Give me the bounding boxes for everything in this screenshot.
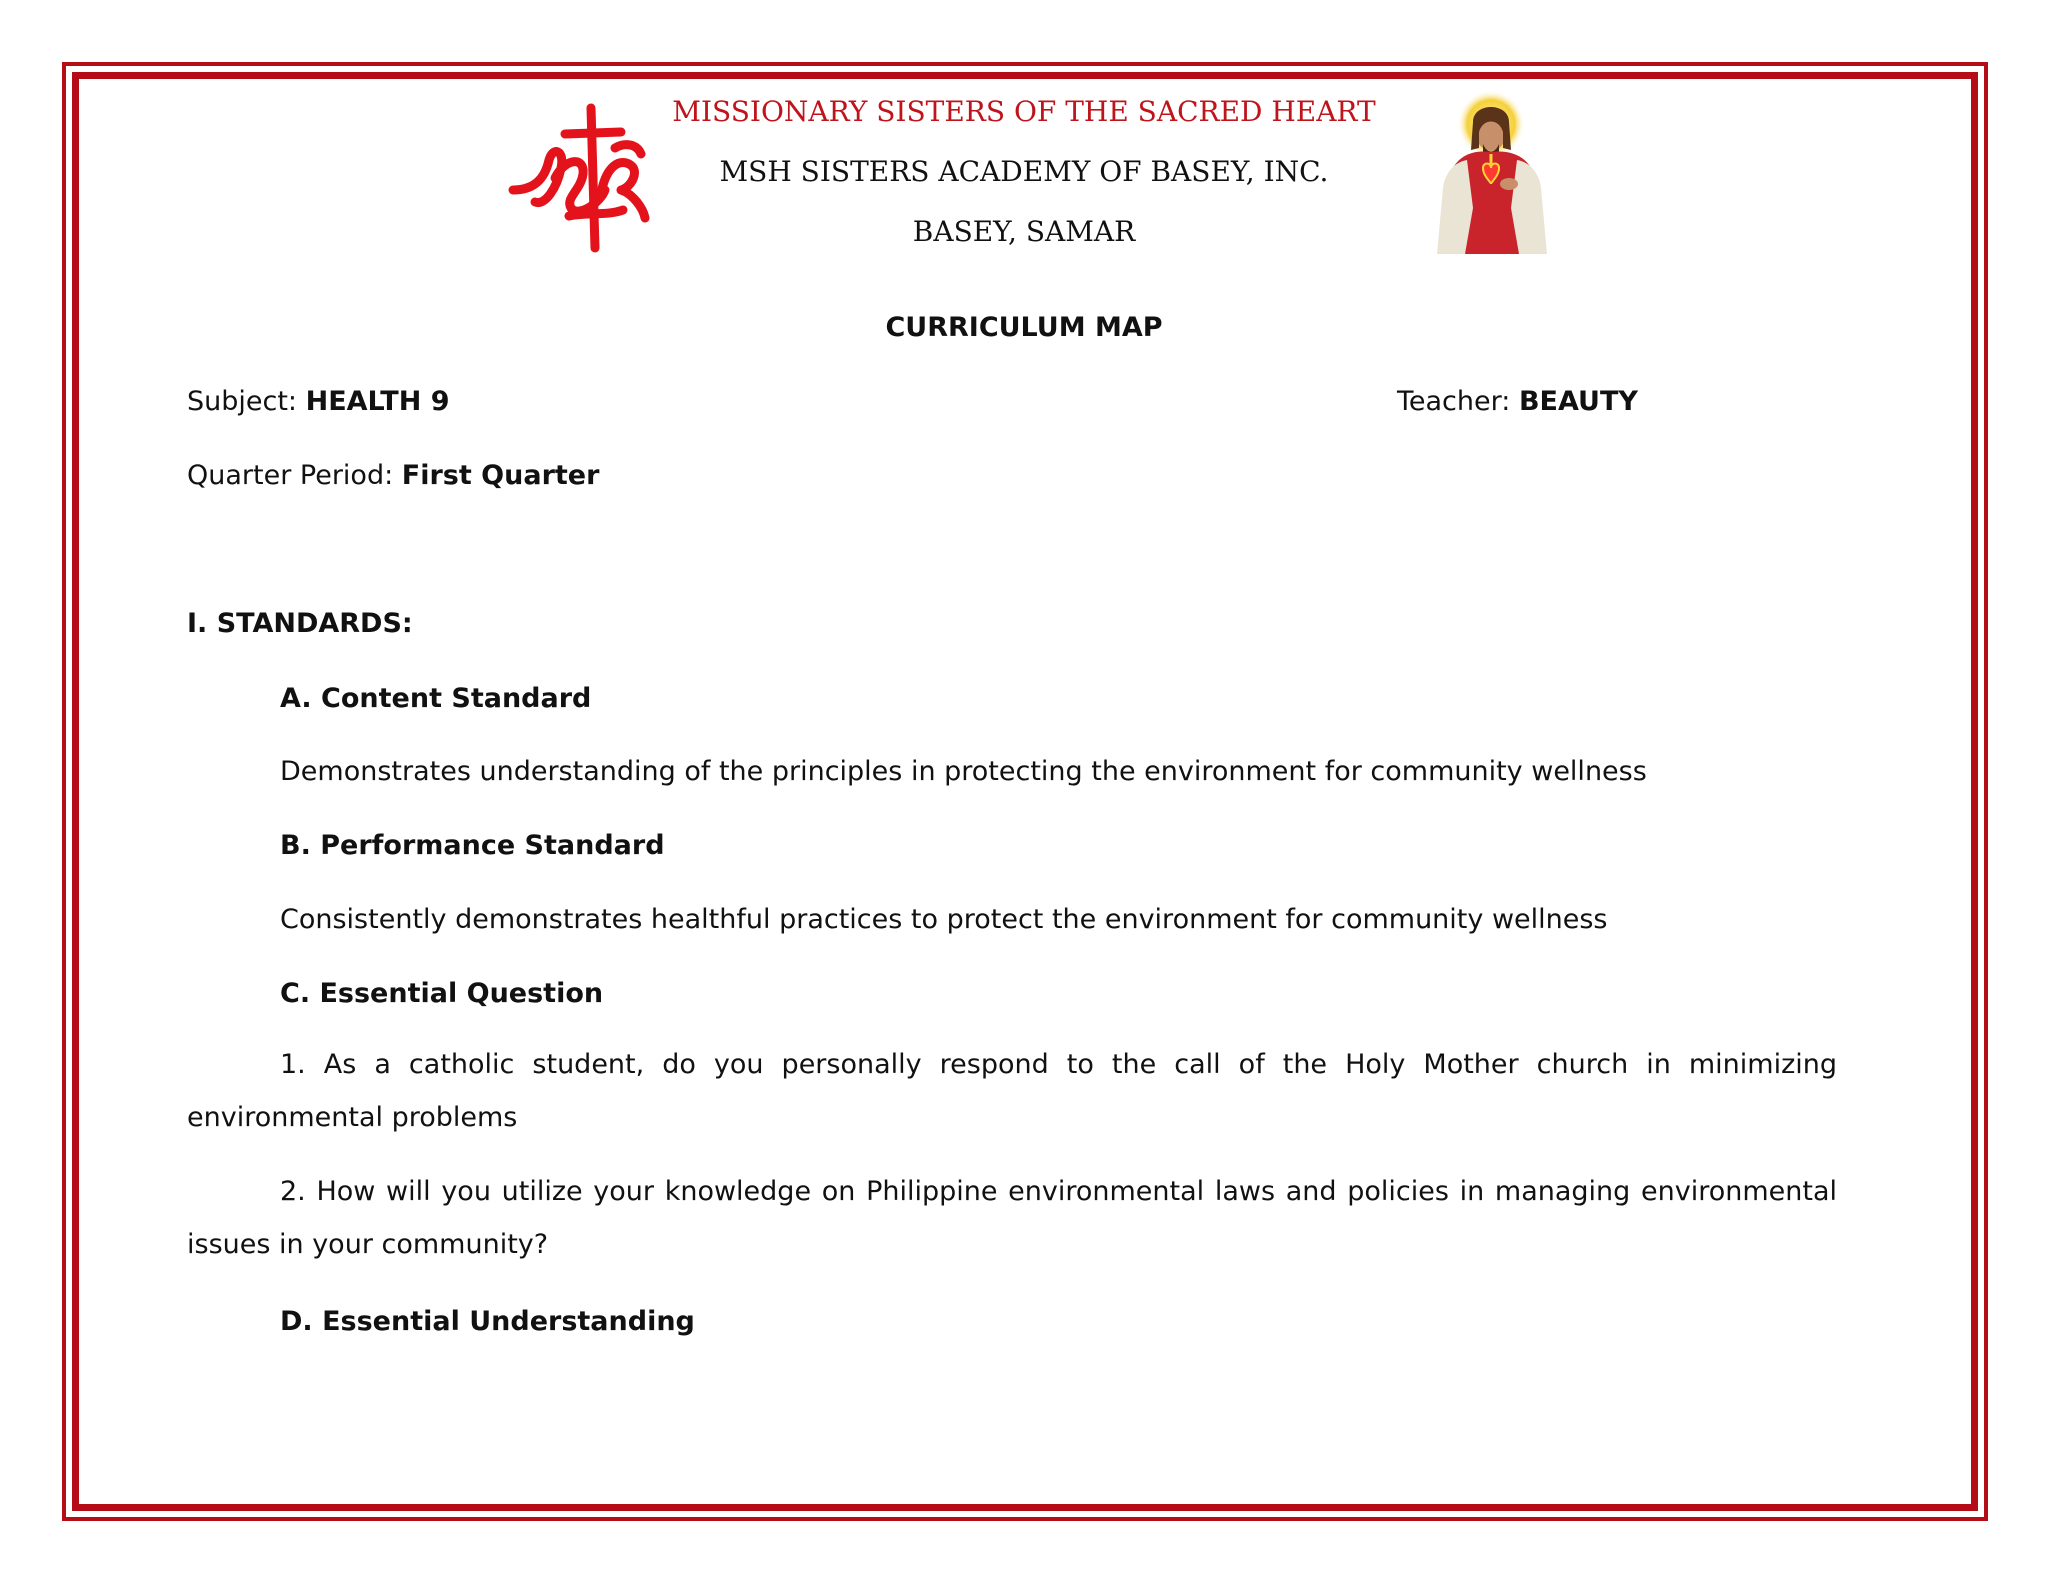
performance-standard-text: Consistently demonstrates healthful practices to protect the environment for community wellness bbox=[280, 904, 1608, 935]
performance-standard-heading: B. Performance Standard bbox=[280, 830, 665, 861]
quarter-label: Quarter Period: bbox=[187, 460, 394, 491]
teacher-value: BEAUTY bbox=[1518, 386, 1638, 417]
org-name: MISSIONARY SISTERS OF THE SACRED HEART bbox=[672, 95, 1376, 128]
teacher-label: Teacher: bbox=[1397, 386, 1511, 417]
subject-line bbox=[187, 388, 450, 415]
essential-question-heading: C. Essential Question bbox=[280, 978, 604, 1009]
school-location: BASEY, SAMAR bbox=[912, 215, 1136, 248]
document-title: CURRICULUM MAP bbox=[885, 312, 1163, 343]
quarter-line bbox=[187, 462, 599, 489]
quarter-value: First Quarter bbox=[401, 460, 600, 491]
subject-value: HEALTH 9 bbox=[305, 386, 450, 417]
essential-question-1: 1. As a catholic student, do you personally respond to the call of the Holy Mother church in minimizing environmental problems bbox=[187, 1049, 1837, 1133]
teacher-line bbox=[1397, 388, 1638, 415]
school-name: MSH SISTERS ACADEMY OF BASEY, INC. bbox=[719, 155, 1329, 188]
standards-heading: I. STANDARDS: bbox=[187, 608, 413, 639]
page-border-inner bbox=[72, 72, 1978, 1511]
essential-question-2: 2. How will you utilize your knowledge on Philippine environmental laws and policies in managing environmental issues in your community? bbox=[187, 1176, 1837, 1260]
content-standard-heading: A. Content Standard bbox=[280, 683, 592, 714]
content-standard-text: Demonstrates understanding of the principles in protecting the environment for community wellness bbox=[280, 756, 1647, 787]
essential-understanding-heading: D. Essential Understanding bbox=[280, 1306, 695, 1337]
subject-label: Subject: bbox=[187, 386, 298, 417]
